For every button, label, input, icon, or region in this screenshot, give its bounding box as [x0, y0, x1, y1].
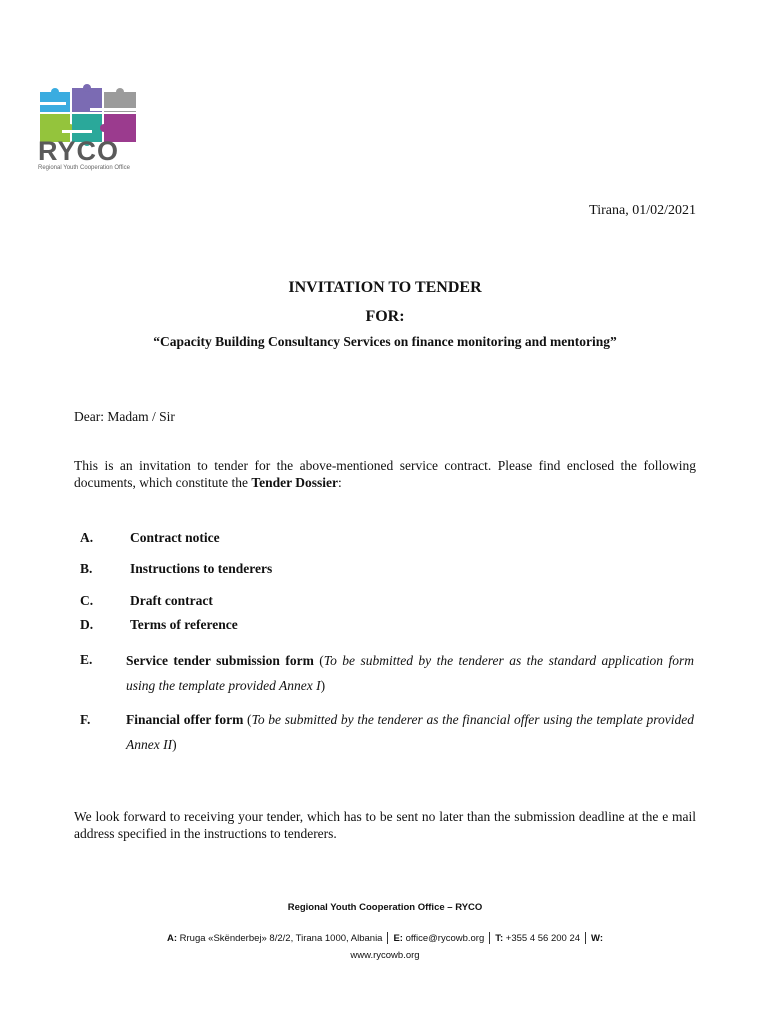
item-terms-of-reference: Terms of reference: [130, 617, 238, 632]
closing-paragraph: We look forward to receiving your tender, which has to be sent no later than the submission deadline at the e mail address specified in the instructions to tenderers.: [74, 809, 696, 841]
intro-paragraph: [74, 457, 696, 491]
tender-subject: “Capacity Building Consultancy Services on finance monitoring and mentoring”: [153, 334, 617, 349]
footer-web[interactable]: www.rycowb.org: [350, 950, 420, 961]
footer-email-label: E:: [393, 933, 403, 944]
item-draft-contract: Draft contract: [130, 593, 213, 608]
footer-web-label: W:: [591, 933, 604, 944]
item-f-note: To be submitted by the tenderer as the financial offer using the template provided Annex II: [126, 712, 694, 752]
footer-separator: [387, 932, 388, 944]
document-title: INVITATION TO TENDER: [288, 279, 482, 296]
footer-address-label: A:: [166, 933, 178, 944]
item-f-paren-close: ): [172, 737, 177, 752]
item-service-tender-form: [126, 648, 694, 698]
footer-org-name: Regional Youth Cooperation Office – RYCO: [287, 902, 483, 913]
item-e-paren-open: (: [313, 653, 324, 668]
document-title-for: FOR:: [365, 308, 405, 325]
item-instructions: Instructions to tenderers: [130, 561, 273, 576]
item-e-note: To be submitted by the tenderer as the standard application form using the template provided Annex I: [126, 653, 694, 693]
footer-contact: [100, 930, 670, 964]
footer-email[interactable]: office@rycowb.org: [402, 933, 485, 944]
item-f-paren-open: (: [243, 712, 252, 727]
item-letter-c: C.: [80, 593, 94, 608]
logo-subtitle: Regional Youth Cooperation Office: [38, 165, 130, 171]
intro-end: :: [337, 475, 342, 490]
intro-text: This is an invitation to tender for the above-mentioned service contract. Please find enclosed the following documents, which constitute the: [74, 458, 696, 490]
logo-wordmark: RYCO: [38, 136, 120, 166]
footer-tel-label: T:: [495, 933, 504, 944]
item-letter-a: A.: [80, 530, 94, 545]
item-contract-notice: Contract notice: [130, 530, 220, 545]
footer-tel: +355 4 56 200 24: [503, 933, 581, 944]
footer-address: Rruga «Skënderbej» 8/2/2, Tirana 1000, Albania: [177, 933, 383, 944]
item-financial-offer-form: [126, 707, 694, 757]
item-letter-b: B.: [80, 561, 93, 576]
item-e-paren-close: ): [320, 678, 326, 693]
footer-separator: [489, 932, 490, 944]
item-letter-f: F.: [80, 712, 91, 727]
intro-tender-dossier: Tender Dossier: [251, 475, 338, 490]
footer-separator: [585, 932, 586, 944]
item-f-label: Financial offer form: [126, 712, 244, 727]
item-letter-d: D.: [80, 617, 94, 632]
item-e-label: Service tender submission form: [126, 653, 314, 668]
salutation: Dear: Madam / Sir: [74, 409, 175, 424]
item-letter-e: E.: [80, 652, 93, 667]
letter-date: Tirana, 01/02/2021: [589, 203, 696, 218]
